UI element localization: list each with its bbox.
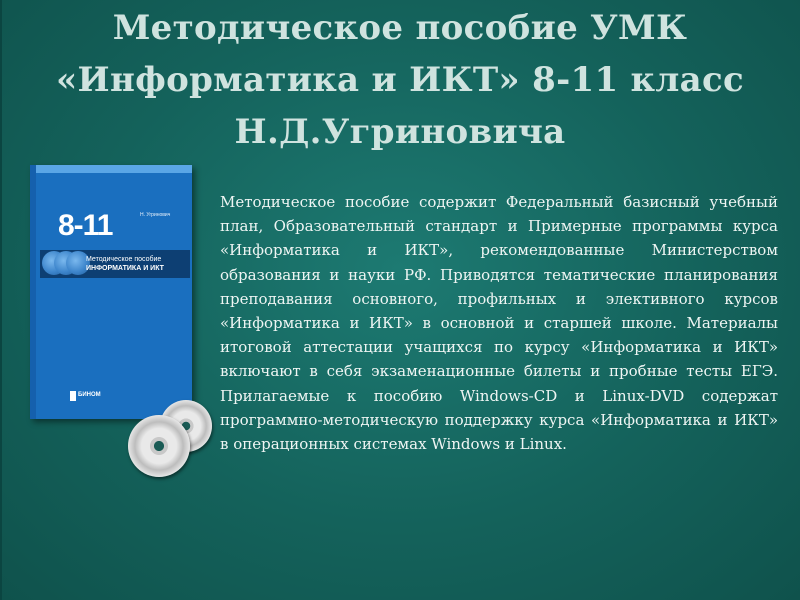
book-grades: 8-11 xyxy=(58,209,113,242)
publisher-name: БИНОМ xyxy=(78,392,101,398)
cd-disc-icon xyxy=(128,415,190,477)
book-author: Н. Угринович xyxy=(140,212,171,218)
book-top-edge xyxy=(30,165,192,173)
book-subtitle xyxy=(86,255,190,273)
title-line-1: Методическое пособие УМК xyxy=(112,8,688,48)
book-subtitle-line-1: Методическое пособие xyxy=(86,256,162,263)
description-paragraph: Методическое пособие содержит Федеральный базисный учебный план, Образовательный стандарт и Примерные программы курса «Информатика и ИКТ», рекомендованные Министерством образования и науки РФ. Приводятся тематические планирования преподавания основного, профильных и элективного курсов «Информатика и ИКТ» в основной и старшей школе. Материалы итоговой аттестации учащихся по курсу «Информатика и ИКТ» включают в себя экзаменационные билеты и пробные тесты ЕГЭ. Прилагаемые к пособию Windows-CD и Linux-DVD содержат программно-методическую поддержку курса «Информатика и ИКТ» в операционных системах Windows и Linux. xyxy=(220,193,778,454)
book-spine-edge xyxy=(30,165,36,419)
book-subtitle-line-2: ИНФОРМАТИКА И ИКТ xyxy=(86,265,164,272)
slide-title xyxy=(20,2,780,158)
book-cover-image xyxy=(30,165,192,419)
publisher-logo-mark xyxy=(70,391,76,401)
publisher-logo-icon xyxy=(70,391,101,401)
title-line-3: Н.Д.Угриновича xyxy=(234,112,566,152)
title-line-2: «Информатика и ИКТ» 8-11 класс xyxy=(55,60,745,100)
